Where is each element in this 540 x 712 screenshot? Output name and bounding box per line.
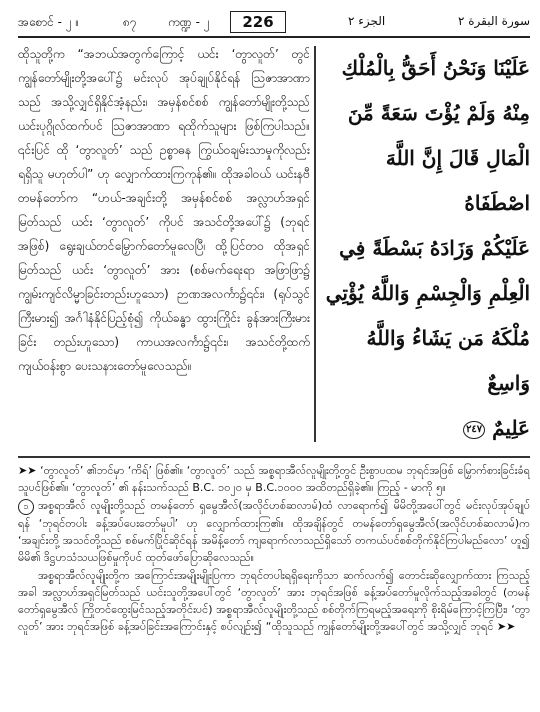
footnote-number-marker: ၁ <box>18 499 34 515</box>
quran-page <box>18 10 530 702</box>
arabic-line: عَلِيمٌ <box>492 416 530 440</box>
arabic-text-column <box>324 46 530 451</box>
translation-column <box>18 42 310 378</box>
header-book-label: အစောင် - ၂ ။ <box>18 15 80 29</box>
header-juz-label: ကဏ္ဍ - ၂ <box>168 15 210 29</box>
page-number: 226 <box>230 11 286 33</box>
arabic-line: عَلَيْكُمْ وَزَادَهُ بَسْطَةً فِي <box>339 236 530 260</box>
arabic-line: عَلَيْنَا وَنَحْنُ أَحَقُّ بِالْمُلْكِ <box>341 56 530 80</box>
ayah-number-marker: ٢٤٧ <box>463 421 485 439</box>
header-arabic-juz: الجزء ٢ <box>348 14 386 28</box>
header-surah-name: سورة البقرة ٢ <box>457 14 530 28</box>
arabic-line: مُلْكَهُ مَن يَشَاءُ وَاللَّهُ وَاسِعٌ <box>366 326 530 395</box>
header-page-label: ၈၇ <box>123 15 137 29</box>
footnotes-section <box>18 462 530 636</box>
arabic-line: مِنْهُ وَلَمْ يُؤْتَ سَعَةً مِّنَ <box>347 101 530 125</box>
arabic-line: الْمَالِ قَالَ إِنَّ اللَّهَ اصْطَفَاهُ <box>385 146 530 215</box>
column-divider <box>314 46 316 442</box>
translation-paragraph: ထိုသူတို့က “အဘယ်အတွက်ကြောင့် ယင်း ‘တွာလူတ်’ တွင် ကျွန်တော်မျိုးတို့အပေါ်၌ မင်းလုပ် အုပ်ချုပ်နိုင်ရန် ဩဇာအာဏာသည် အသို့လျှင်ရှိနိုင်အံ့နည်း၊ အမှန်စင်စစ် ကျွန်တော်မျိုးတို့သည် ယင်းပုဂ္ဂိုလ်ထက်ပင် ဩဇာအာဏာ ရထိုက်သူများ ဖြစ်ကြပါသည်။ ၎င်းပြင် ထို ‘တွာလူတ်’ သည် ဥစ္စာဓန ကြွယ်ဝချမ်းသာမှုကိုလည်း ရရှိသူ မဟုတ်ပါ” ဟု လျှောက်ထားကြကုန်၏။ ထိုအခါဝယ် ယင်းနဗီတမန်တော်က “ဟယ်-အချင်းတို့ အမှန်စင်စစ် အလ္လာဟ်အရှင်မြတ်သည် ယင်း ‘တွာလူတ်’ ကိုပင် အသင်တို့အပေါ်၌ (ဘုရင်အဖြစ်) ရွေးချယ်တင်မြှောက်တော်မူလေပြီ၊ ထို့ပြင်တဝ ထိုအရှင်မြတ်သည် ယင်း ‘တွာလူတ်’ အား (စစ်မက်ရေးရာ အဖြာဖြာ၌ ကျွမ်းကျင်လိမ္မာခြင်းတည်းဟူသော) ဉာဏအလင်္ကာ၌၎င်း၊ (ရုပ်သွင်ကြီးမား၍ အင်္ဂါနံနိုင်ပြည့်စုံ၍ ကိုယ်ခန္ဓာ ထွားကြိုင်း ခွန်အားကြီးမားခြင်း တည်းဟူသော) ကာယအလင်္ကာ၌၎င်း၊ အသင်တို့ထက် ကျယ်ဝန်းစွာ ပေးသနားတော်မူလေသည်။ <box>18 47 310 373</box>
footnote-one-text: အစ္စရာအီလ် လူမျိုးတို့သည် တမန်တော် ရှမွေအီလ်(အလိုင်ဟစ်ဆလာမ်)ထံ လာရောက်၍ မိမိတို့အပေါ်တွင် မင်းလုပ်အုပ်ချုပ်ရန် ‘ဘုရင်တပါး ခန့်အပ်ပေးတော်မူပါ’ ဟု လျှောက်ထားကြ၏။ ထိုအချိန်တွင် တမန်တော်ရှမွေအီလ်(အလိုင်ဟစ်ဆလာမ်)က ‘အချင်းတို့ အသင်တို့သည် စစ်မက်ပြိုင်ဆိုင်ရန် အမိန့်တော် ကျရောက်လာသည်ရှိသော် တကယ်ပင်စစ်တိုက်နိုင်ကြပါမည်လော’ ဟူ၍ မိမိ၏ ဒိဋ္ဌဟသံသယဖြစ်မှုကိုပင် ထုတ်ဖော်ပြောဆိုလေသည်။ <box>18 499 530 564</box>
page-header <box>18 10 530 38</box>
footnote-continuation: ➤➤ ‘တွာလူတ်’ ၏ဘင်မှာ ‘ကိရ်’ ဖြစ်၏။ ‘တွာလူတ်’ သည် အစ္စရာအီလ်လူမျိုးတို့တွင် ဦးစွာပထမ ဘုရင်အဖြစ် မြှောက်စားခြင်းခံရသူပင်ဖြစ်၏။ ‘တွာလူတ်’ ၏ နန်းသက်သည် B.C. ၁၀၂၀ မှ B.C.၁၀၀၀ အထိတည်ရှိခဲ့၏။ ကြည့် - မာကို ၅။ <box>18 464 530 494</box>
footnote-one <box>18 497 530 566</box>
page-body <box>18 42 530 452</box>
footnote-separator <box>18 456 530 458</box>
arabic-line-last <box>324 406 530 451</box>
arabic-line: الْعِلْمِ وَالْجِسْمِ وَاللَّهُ يُؤْتِي <box>325 281 530 305</box>
footnote-one-continued: အစ္စရာအီလ်လူမျိုးတို့က အကြောင်းအမျိုးမျိုးပြကာ ဘုရင်တပါးရရှိရေးကိုသာ ဆက်လက်၍ တောင်းဆိုလျှောက်ထား ကြသည့်အခါ အလ္လာဟ်အရှင်မြတ်သည် ယင်းသူတို့အပေါ်တွင် ‘တွာလူတ်’ အား ဘုရင်အဖြစ် ခန့်အပ်တော်မူလိုက်သည့်အခါတွင် (တမန်တော်ရှမွေအီလ် ကြိုတင်ထွေးမြင်သည့်အတိုင်းပင်) အစ္စရာအီလ်လူမျိုးတို့သည် စစ်တိုက်ကြရမည့်အရေးကို စိုးရိမ်ကြောင့်ကြပြီး၊ ‘တွာလူတ်’ အား ဘုရင်အဖြစ် ခန့်အပ်ခြင်းအကြောင်းနှင့် စပ်လျဉ်း၍ “ထိုသူသည် ကျွန်တော်မျိုးတို့အပေါ်တွင် အသို့လျှင် ဘုရင် ➤➤ <box>18 569 530 633</box>
